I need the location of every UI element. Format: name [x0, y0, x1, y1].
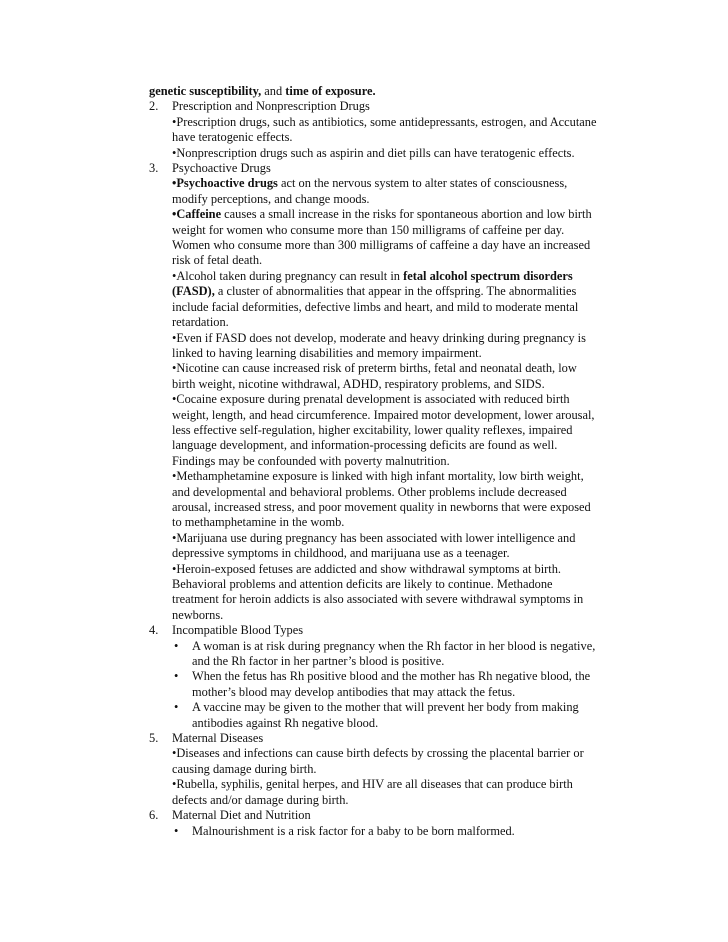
paragraph-line: newborns.	[172, 607, 224, 622]
text: A vaccine may be given to the mother that will prevent her body from making	[192, 700, 579, 715]
text: When the fetus has Rh positive blood and the mother has Rh negative blood, the	[192, 669, 591, 684]
paragraph-line: less effective self-regulation, higher excitability, lower quality reflexes, impaired	[172, 422, 573, 437]
section-number: 5.	[149, 731, 159, 746]
paragraph-line: have teratogenic effects.	[172, 130, 293, 145]
paragraph-line: include facial deformities, defective limbs and heart, and mild to moderate mental	[172, 299, 579, 314]
paragraph-line	[149, 207, 629, 222]
intro-line	[149, 84, 629, 99]
section-number: 4.	[149, 623, 159, 638]
paragraph-line: risk of fetal death.	[172, 253, 263, 268]
paragraph-line: causing damage during birth.	[172, 761, 317, 776]
bullet-icon: •	[174, 700, 179, 715]
bold-term: fetal alcohol spectrum disorders	[403, 268, 573, 283]
bold-term: (FASD),	[172, 284, 215, 299]
bullet-item	[149, 700, 629, 715]
paragraph-line: •Rubella, syphilis, genital herpes, and HIV are all diseases that can produce birth	[172, 777, 573, 792]
paragraph-line: language development, and information-processing deficits are found as well.	[172, 438, 558, 453]
paragraph-line: and developmental and behavioral problems. Other problems include decreased	[172, 484, 567, 499]
paragraph-line: •Nicotine can cause increased risk of preterm births, fetal and neonatal death, low	[172, 361, 577, 376]
section-heading	[149, 623, 629, 638]
paragraph-line: and the Rh factor in her partner’s blood is positive.	[192, 654, 445, 669]
paragraph-line: •Prescription drugs, such as antibiotics, some antidepressants, estrogen, and Accutane	[172, 114, 597, 129]
paragraph-line: to methamphetamine in the womb.	[172, 515, 345, 530]
paragraph-line: Behavioral problems and attention deficits are likely to continue. Methadone	[172, 577, 553, 591]
text: •Alcohol taken during pregnancy can result in	[172, 268, 404, 283]
paragraph-line	[149, 284, 629, 299]
paragraph-line: Findings may be confounded with poverty malnutrition.	[172, 453, 450, 468]
text: and	[261, 84, 286, 98]
section-title: Maternal Diseases	[172, 731, 264, 746]
paragraph-line: depressive symptoms in childhood, and marijuana use as a teenager.	[172, 546, 510, 561]
paragraph-line	[149, 176, 629, 191]
text: A woman is at risk during pregnancy when the Rh factor in her blood is negative,	[192, 638, 596, 653]
paragraph-line	[149, 269, 629, 284]
section-title: Incompatible Blood Types	[172, 623, 304, 638]
bullet-icon: •	[174, 638, 179, 653]
paragraph-line: linked to having learning disabilities and memory impairment.	[172, 345, 482, 360]
paragraph-line: birth weight, nicotine withdrawal, ADHD, respiratory problems, and SIDS.	[172, 376, 545, 391]
paragraph-line: Women who consume more than 300 milligrams of caffeine a day have an increased	[172, 238, 591, 253]
bullet-icon: •	[174, 669, 179, 684]
section-title: Prescription and Nonprescription Drugs	[172, 99, 370, 114]
paragraph-line: •Diseases and infections can cause birth defects by crossing the placental barrier or	[172, 746, 584, 761]
text: Malnourishment is a risk factor for a baby to be born malformed.	[192, 823, 515, 838]
section-heading	[149, 161, 629, 176]
section-number: 6.	[149, 808, 159, 823]
bullet-item	[149, 639, 629, 654]
bullet-icon: •	[174, 823, 179, 838]
section-heading	[149, 808, 629, 823]
bold-term: time of exposure.	[285, 84, 376, 98]
paragraph-line: •Heroin-exposed fetuses are addicted and show withdrawal symptoms at birth.	[172, 561, 562, 576]
bold-term: •Caffeine	[172, 207, 222, 222]
paragraph-line: mother’s blood may develop antibodies that may attack the fetus.	[192, 684, 516, 699]
paragraph-line: •Nonprescription drugs such as aspirin and diet pills can have teratogenic effects.	[172, 145, 575, 160]
section-maternal-diet	[149, 808, 629, 839]
text: a cluster of abnormalities that appear in the offspring. The abnormalities	[214, 284, 577, 299]
section-heading	[149, 731, 629, 746]
section-title: Psychoactive Drugs	[172, 161, 271, 176]
paragraph-line: treatment for heroin addicts is also associated with severe withdrawal symptoms in	[172, 592, 584, 607]
paragraph-line: •Methamphetamine exposure is linked with high infant mortality, low birth weight,	[172, 469, 584, 484]
paragraph-line: •Even if FASD does not develop, moderate and heavy drinking during pregnancy is	[172, 330, 586, 345]
text: act on the nervous system to alter states of consciousness,	[277, 176, 568, 191]
section-heading	[149, 99, 629, 114]
paragraph-line: arousal, increased stress, and poor movement quality in newborns that were exposed	[172, 499, 591, 514]
paragraph-line: •Cocaine exposure during prenatal development is associated with reduced birth	[172, 392, 570, 407]
paragraph-line: •Marijuana use during pregnancy has been associated with lower intelligence and	[172, 530, 576, 545]
section-number: 3.	[149, 161, 159, 176]
section-blood-types	[149, 623, 629, 731]
document-page	[149, 84, 629, 839]
section-prescription-drugs	[149, 99, 629, 161]
bullet-item	[149, 669, 629, 684]
paragraph-line: weight for women who consume more than 150 milligrams of caffeine per day.	[172, 222, 565, 237]
paragraph-line: defects and/or damage during birth.	[172, 792, 349, 807]
section-maternal-diseases	[149, 731, 629, 808]
section-number: 2.	[149, 99, 159, 114]
paragraph-line: antibodies against Rh negative blood.	[192, 715, 379, 730]
bold-term: genetic susceptibility,	[149, 84, 262, 98]
text: causes a small increase in the risks for spontaneous abortion and low birth	[221, 207, 592, 222]
paragraph-line: retardation.	[172, 315, 229, 330]
section-psychoactive-drugs	[149, 161, 629, 623]
paragraph-line: modify perceptions, and change moods.	[172, 191, 370, 206]
section-title: Maternal Diet and Nutrition	[172, 808, 311, 823]
bold-term: •Psychoactive drugs	[172, 176, 278, 191]
paragraph-line: weight, length, and head circumference. Impaired motor development, lower arousal,	[172, 407, 595, 422]
bullet-item	[149, 824, 629, 839]
